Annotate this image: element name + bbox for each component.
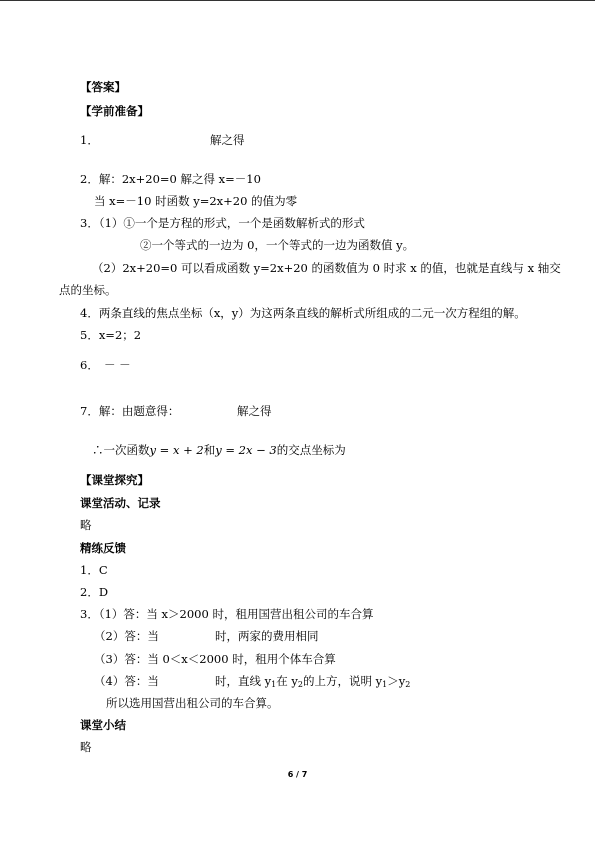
prep-item-3-part2-cont: 点的坐标。 [59,283,117,297]
feedback-item-3-part2-b: 时，两家的费用相同 [215,629,319,643]
feedback-title: 精练反馈 [80,541,126,555]
page-top-border [0,0,595,1]
activity-title: 课堂活动、记录 [80,496,161,510]
prep-item-6-text: － － [104,358,131,372]
summary-text: 略 [80,740,92,754]
prep-item-6-number: 6． [80,358,99,372]
equation-1: y = x + 2 [149,443,204,457]
answer-heading: 【答案】 [80,80,126,94]
page-number: 6 / 7 [287,770,308,779]
conclusion-prefix: ∴一次函数 [92,443,150,457]
part4-text-2: 在 y [276,674,298,688]
explore-heading: 【课堂探究】 [80,473,149,487]
prep-item-2: 2．解：2x+20=0 解之得 x=－10 [80,172,261,186]
prep-item-4: 4．两条直线的焦点坐标（x，y）为这两条直线的解析式所组成的二元一次方程组的解。 [80,306,526,320]
prep-item-7-b: 解之得 [237,404,272,418]
prep-heading: 【学前准备】 [80,104,149,118]
activity-text: 略 [80,518,92,532]
feedback-item-3-part3: （3）答：当 0＜x＜2000 时，租用个体车合算 [94,652,336,666]
prep-item-7-a: 7．解：由题意得： [80,404,180,418]
conclusion-and: 和 [203,443,216,457]
prep-item-1-text: 解之得 [210,133,245,147]
subscript: 2 [405,680,411,689]
prep-item-5: 5．x=2；2 [80,328,142,342]
part4-text-4: ＞y [387,674,406,688]
subscript: 2 [297,680,303,689]
subscript: 1 [271,680,277,689]
part4-text-3: 的上方，说明 y [303,674,383,688]
prep-item-7-conclusion [92,443,346,457]
prep-item-3: 3．（1）①一个是方程的形式，一个是函数解析式的形式 [80,216,365,230]
summary-title: 课堂小结 [80,718,126,732]
part4-text-1: 时，直线 y [215,674,272,688]
feedback-item-3-part4-b [215,674,410,688]
subscript: 1 [382,680,388,689]
prep-item-3-part2: （2）2x+20=0 可以看成函数 y=2x+20 的函数值为 0 时求 x 的值，也就是直线与 x 轴交 [92,261,561,275]
feedback-item-3-part4-a: （4）答：当 [94,674,159,688]
feedback-item-3-conclusion: 所以选用国营出租公司的车合算。 [106,696,279,710]
prep-item-3-cont: ②一个等式的一边为 0，一个等式的一边为函数值 y。 [140,238,415,252]
conclusion-suffix: 的交点坐标为 [276,443,346,457]
prep-item-2-cont: 当 x=－10 时函数 y=2x+20 的值为零 [94,194,298,208]
feedback-item-2: 2．D [80,585,109,599]
prep-item-1-number: 1． [80,133,99,147]
feedback-item-3-part2-a: （2）答：当 [94,629,159,643]
feedback-item-3: 3．（1）答：当 x＞2000 时，租用国营出租公司的车合算 [80,607,374,621]
equation-2: y = 2x − 3 [215,443,277,457]
feedback-item-1: 1．C [80,563,108,577]
